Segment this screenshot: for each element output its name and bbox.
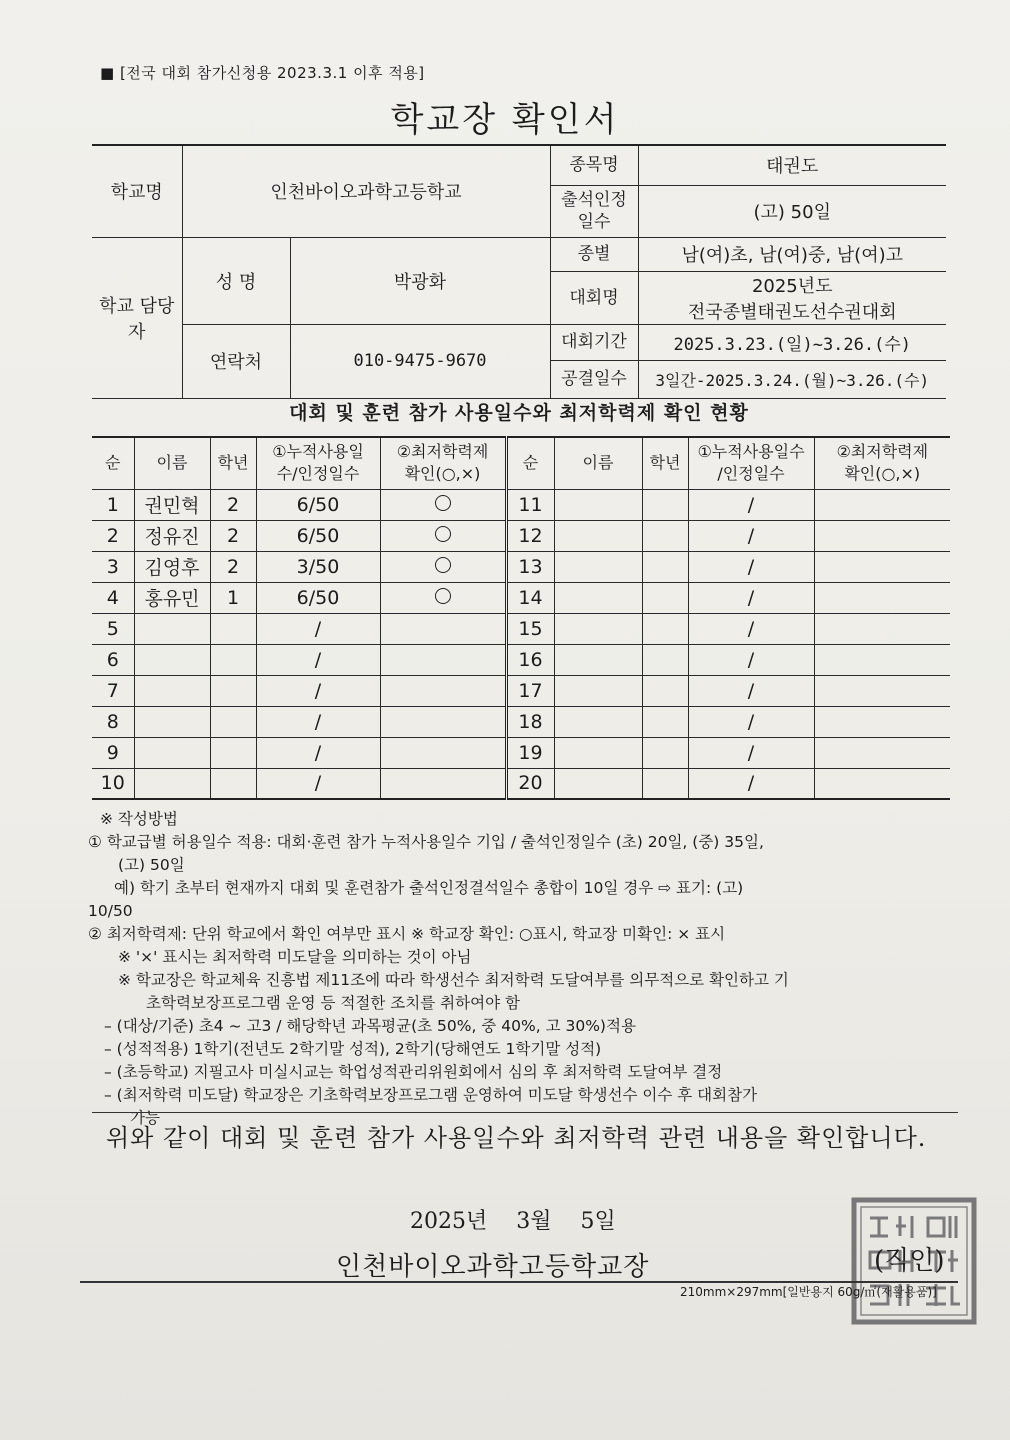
right-no-cell: 19 xyxy=(506,737,554,768)
left-name-cell: 홍유민 xyxy=(134,582,210,613)
competition-label: 대회명 xyxy=(550,271,638,324)
right-days-cell: / xyxy=(688,582,814,613)
table-row xyxy=(92,768,950,799)
col-header-no-right: 순 xyxy=(506,437,554,489)
right-check-cell xyxy=(814,489,950,520)
col-header-days-right: ①누적사용일수 /인정일수 xyxy=(688,437,814,489)
left-no-cell: 3 xyxy=(92,551,134,582)
note-line: – (최저학력 미도달) 학교장은 기초학력보장프로그램 운영하여 미도달 학생선수 이수 후 대회참가 xyxy=(104,1086,758,1104)
left-name-cell xyxy=(134,706,210,737)
right-grade-cell xyxy=(642,551,688,582)
left-no-cell: 7 xyxy=(92,675,134,706)
right-no-cell: 20 xyxy=(506,768,554,799)
header-note: ■ [전국 대회 참가신청용 2023.3.1 이후 적용] xyxy=(100,64,425,82)
right-grade-cell xyxy=(642,675,688,706)
right-grade-cell xyxy=(642,706,688,737)
right-name-cell xyxy=(554,768,642,799)
right-grade-cell xyxy=(642,520,688,551)
table-row xyxy=(92,675,950,706)
left-grade-cell xyxy=(210,706,256,737)
competition-line1: 2025년도 xyxy=(751,275,833,297)
note-line: 예) 학기 초부터 현재까지 대회 및 훈련참가 출석인정결석일수 총합이 10일 경우 ⇨ 표기: (고) xyxy=(114,879,744,897)
right-name-cell xyxy=(554,644,642,675)
note-line: ※ 작성방법 xyxy=(100,810,178,828)
table-row xyxy=(92,489,950,520)
divider-top xyxy=(92,1112,958,1113)
right-name-cell xyxy=(554,675,642,706)
left-no-cell: 8 xyxy=(92,706,134,737)
manager-label: 학교 담당자 xyxy=(92,237,182,398)
issue-date xyxy=(410,1204,638,1235)
usage-title: 대회 및 훈련 참가 사용일수와 최저학력제 확인 현황 xyxy=(289,402,749,424)
left-no-cell: 9 xyxy=(92,737,134,768)
left-check-cell xyxy=(380,737,506,768)
left-days-cell: / xyxy=(256,613,380,644)
right-days-cell: / xyxy=(688,737,814,768)
col-header-name: 이름 xyxy=(134,437,210,489)
left-check-cell xyxy=(380,768,506,799)
left-no-cell: 2 xyxy=(92,520,134,551)
confirm-text: 위와 같이 대회 및 훈련 참가 사용일수와 최저학력 관련 내용을 확인합니다. xyxy=(106,1124,927,1152)
left-days-cell: / xyxy=(256,675,380,706)
right-days-cell: / xyxy=(688,613,814,644)
right-grade-cell xyxy=(642,768,688,799)
right-name-cell xyxy=(554,613,642,644)
right-no-cell: 18 xyxy=(506,706,554,737)
table-row xyxy=(92,551,950,582)
left-name-cell xyxy=(134,613,210,644)
note-line: – (성적적용) 1학기(전년도 2학기말 성적), 2학기(당해연도 1학기말 성적) xyxy=(104,1040,602,1058)
table-row xyxy=(92,582,950,613)
note-line: – (초등학교) 지필고사 미실시교는 학업성적관리위원회에서 심의 후 최저학력 도달여부 결정 xyxy=(104,1063,723,1081)
left-check-cell xyxy=(380,675,506,706)
circle-mark-icon xyxy=(435,588,451,604)
left-check-cell xyxy=(380,489,506,520)
left-check-cell xyxy=(380,706,506,737)
contact-label: 연락처 xyxy=(182,324,290,398)
left-name-cell xyxy=(134,675,210,706)
table-row xyxy=(92,520,950,551)
absence-label: 공결일수 xyxy=(550,360,638,398)
left-days-cell: / xyxy=(256,768,380,799)
left-check-cell xyxy=(380,644,506,675)
note-line: ※ '×' 표시는 최저학력 미도달을 의미하는 것이 아님 xyxy=(118,948,472,966)
col-header-name-right: 이름 xyxy=(554,437,642,489)
sport-value: 태권도 xyxy=(638,145,946,185)
table-row xyxy=(92,644,950,675)
date-year: 2025년 xyxy=(410,1209,488,1234)
right-no-cell: 13 xyxy=(506,551,554,582)
attendance-label: 출석인정 일수 xyxy=(550,185,638,237)
left-name-cell: 정유진 xyxy=(134,520,210,551)
right-no-cell: 16 xyxy=(506,644,554,675)
right-days-cell: / xyxy=(688,706,814,737)
note-line: (고) 50일 xyxy=(118,856,185,874)
period-label: 대회기간 xyxy=(550,324,638,360)
notes-section xyxy=(88,808,958,1130)
right-check-cell xyxy=(814,613,950,644)
col-header-check: ②최저학력제 확인(○,×) xyxy=(380,437,506,489)
left-grade-cell xyxy=(210,768,256,799)
left-grade-cell xyxy=(210,675,256,706)
document-title: 학교장 확인서 xyxy=(390,100,620,140)
left-grade-cell: 2 xyxy=(210,520,256,551)
left-name-cell: 김영후 xyxy=(134,551,210,582)
absence-value: 3일간-2025.3.24.(월)~3.26.(수) xyxy=(638,360,946,398)
principal-name: 인천바이오과학고등학교장 xyxy=(336,1252,650,1282)
left-name-cell xyxy=(134,737,210,768)
category-label: 종별 xyxy=(550,237,638,271)
left-name-cell: 권민혁 xyxy=(134,489,210,520)
left-days-cell: 3/50 xyxy=(256,551,380,582)
right-check-cell xyxy=(814,768,950,799)
circle-mark-icon xyxy=(435,495,451,511)
note-line: ※ 학교장은 학교체육 진흥법 제11조에 따라 학생선수 최저학력 도달여부를 의무적으로 확인하고 기 xyxy=(118,971,789,989)
left-days-cell: / xyxy=(256,706,380,737)
right-grade-cell xyxy=(642,613,688,644)
left-no-cell: 1 xyxy=(92,489,134,520)
date-month: 3월 xyxy=(516,1209,552,1234)
right-grade-cell xyxy=(642,644,688,675)
right-grade-cell xyxy=(642,489,688,520)
left-grade-cell xyxy=(210,644,256,675)
right-days-cell: / xyxy=(688,489,814,520)
left-check-cell xyxy=(380,582,506,613)
right-days-cell: / xyxy=(688,675,814,706)
circle-mark-icon xyxy=(435,526,451,542)
right-check-cell xyxy=(814,520,950,551)
right-days-cell: / xyxy=(688,551,814,582)
col-header-check-right: ②최저학력제 확인(○,×) xyxy=(814,437,950,489)
right-check-cell xyxy=(814,551,950,582)
left-grade-cell xyxy=(210,613,256,644)
right-days-cell: / xyxy=(688,520,814,551)
right-check-cell xyxy=(814,644,950,675)
col-header-grade: 학년 xyxy=(210,437,256,489)
left-no-cell: 5 xyxy=(92,613,134,644)
left-grade-cell: 2 xyxy=(210,551,256,582)
right-no-cell: 14 xyxy=(506,582,554,613)
competition-value xyxy=(638,271,946,324)
footer-note: 210mm×297mm[일반용지 60g/㎡(재활용품)] xyxy=(680,1285,937,1299)
left-check-cell xyxy=(380,551,506,582)
circle-mark-icon xyxy=(435,557,451,573)
right-check-cell xyxy=(814,706,950,737)
left-days-cell: / xyxy=(256,737,380,768)
school-name: 인천바이오과학고등학교 xyxy=(182,145,550,237)
right-days-cell: / xyxy=(688,644,814,675)
right-grade-cell xyxy=(642,582,688,613)
col-header-grade-right: 학년 xyxy=(642,437,688,489)
left-days-cell: 6/50 xyxy=(256,520,380,551)
school-label: 학교명 xyxy=(92,145,182,237)
right-name-cell xyxy=(554,582,642,613)
left-no-cell: 10 xyxy=(92,768,134,799)
info-table xyxy=(92,144,946,399)
col-header-days: ①누적사용일 수/인정일수 xyxy=(256,437,380,489)
left-days-cell: 6/50 xyxy=(256,489,380,520)
right-check-cell xyxy=(814,582,950,613)
right-check-cell xyxy=(814,737,950,768)
table-row xyxy=(92,706,950,737)
right-no-cell: 15 xyxy=(506,613,554,644)
left-name-cell xyxy=(134,768,210,799)
category-value: 남(여)초, 남(여)중, 남(여)고 xyxy=(638,237,946,271)
table-row xyxy=(92,737,950,768)
right-name-cell xyxy=(554,737,642,768)
note-line: – (대상/기준) 초4 ~ 고3 / 해당학년 과목평균(초 50%, 중 40%, 고 30%)적용 xyxy=(104,1017,636,1035)
right-no-cell: 17 xyxy=(506,675,554,706)
right-name-cell xyxy=(554,520,642,551)
attendance-value: (고) 50일 xyxy=(638,185,946,237)
period-value: 2025.3.23.(일)~3.26.(수) xyxy=(638,324,946,360)
col-header-no: 순 xyxy=(92,437,134,489)
sport-label: 종목명 xyxy=(550,145,638,185)
left-no-cell: 4 xyxy=(92,582,134,613)
left-days-cell: / xyxy=(256,644,380,675)
left-grade-cell: 2 xyxy=(210,489,256,520)
left-days-cell: 6/50 xyxy=(256,582,380,613)
right-check-cell xyxy=(814,675,950,706)
name-value: 박광화 xyxy=(290,237,550,324)
competition-line2: 전국종별태권도선수권대회 xyxy=(687,301,897,323)
date-day: 5일 xyxy=(580,1209,616,1234)
seal-label: (직인) xyxy=(874,1246,945,1276)
right-name-cell xyxy=(554,706,642,737)
note-line: ① 학교급별 허용일수 적용: 대회·훈련 참가 누적사용일수 기입 / 출석인정일수 (초) 20일, (중) 35일, xyxy=(88,833,764,851)
note-line: 가능 xyxy=(130,1109,160,1127)
name-label: 성 명 xyxy=(182,237,290,324)
right-no-cell: 11 xyxy=(506,489,554,520)
right-grade-cell xyxy=(642,737,688,768)
left-grade-cell: 1 xyxy=(210,582,256,613)
note-line: 초학력보장프로그램 운영 등 적절한 조치를 취하여야 함 xyxy=(146,994,520,1012)
contact-value: 010-9475-9670 xyxy=(290,324,550,398)
note-line: 10/50 xyxy=(88,902,133,920)
right-days-cell: / xyxy=(688,768,814,799)
left-name-cell xyxy=(134,644,210,675)
right-name-cell xyxy=(554,551,642,582)
right-name-cell xyxy=(554,489,642,520)
left-check-cell xyxy=(380,520,506,551)
left-no-cell: 6 xyxy=(92,644,134,675)
usage-table xyxy=(92,436,950,800)
left-check-cell xyxy=(380,613,506,644)
left-grade-cell xyxy=(210,737,256,768)
right-no-cell: 12 xyxy=(506,520,554,551)
table-row xyxy=(92,613,950,644)
note-line: ② 최저학력제: 단위 학교에서 확인 여부만 표시 ※ 학교장 확인: ○표시, 학교장 미확인: × 표시 xyxy=(88,925,726,943)
